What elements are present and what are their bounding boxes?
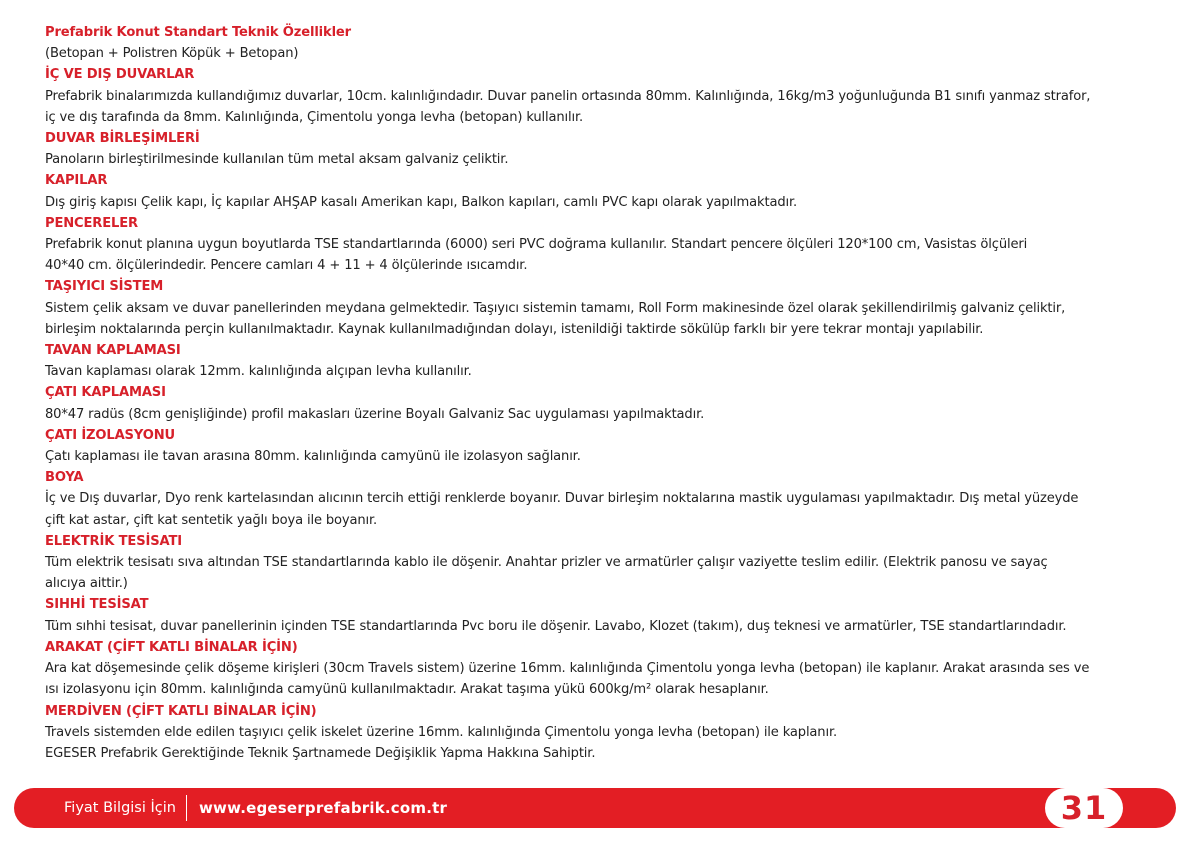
spec-document: [45, 22, 1155, 764]
section-text-line: Sistem çelik aksam ve duvar panellerinden meydana gelmektedir. Taşıyıcı sistemin tamamı, Roll Form makinesinde özel olarak şekillendirilmiş galvaniz çeliktir,: [45, 300, 1066, 316]
section-text-line: Panoların birleştirilmesinde kullanılan tüm metal aksam galvaniz çeliktir.: [45, 152, 509, 168]
section-text-line: birleşim noktalarında perçin kullanılmaktadır. Kaynak kullanılmadığından dolayı, istenildiği taktirde sökülüp farklı bir yere tekrar montajı yapılabilir.: [45, 321, 984, 337]
section-heading: MERDİVEN (ÇİFT KATLI BİNALAR İÇİN): [45, 703, 317, 719]
footer-divider: [186, 795, 187, 821]
section-arakat: [45, 637, 1155, 701]
section-cati-kaplamasi: [45, 382, 1155, 424]
section-text-line: İç ve Dış duvarlar, Dyo renk kartelasından alıcının tercih ettiği renklerde boyanır. Duvar birleşim noktalarına mastik uygulaması yapılmaktadır. Dış metal yüzeyde: [45, 491, 1079, 507]
section-text-line: Ara kat döşemesinde çelik döşeme kirişleri (30cm Travels sistem) üzerine 16mm. kalınlığında Çimentolu yonga levha (betopan) ile kaplanır. Arakat arasında ses ve: [45, 661, 1090, 677]
section-text-line: Tüm sıhhi tesisat, duvar panellerinin içinden TSE standartlarında Pvc boru ile döşenir. Lavabo, Klozet (takım), duş teknesi ve armatürler, TSE standartlarındadır.: [45, 618, 1067, 634]
section-heading: DUVAR BİRLEŞİMLERİ: [45, 131, 200, 147]
page-number: 31: [1060, 789, 1108, 827]
section-heading: PENCERELER: [45, 215, 138, 231]
section-heading: İÇ VE DIŞ DUVARLAR: [45, 67, 195, 83]
footer-label: Fiyat Bilgisi İçin: [64, 800, 176, 816]
section-heading: TAŞIYICI SİSTEM: [45, 279, 164, 295]
section-boya: [45, 467, 1155, 531]
section-merdiven: [45, 701, 1155, 765]
section-kapilar: [45, 170, 1155, 212]
section-elektrik-tesisati: [45, 531, 1155, 595]
document-subtitle: (Betopan + Polistren Köpük + Betopan): [45, 46, 299, 62]
section-duvar-birlesimleri: [45, 128, 1155, 170]
page-number-badge: [1045, 788, 1123, 828]
section-heading: KAPILAR: [45, 173, 108, 189]
section-text-line: Prefabrik binalarımızda kullandığımız duvarlar, 10cm. kalınlığındadır. Duvar panelin ortasında 80mm. Kalınlığında, 16kg/m3 yoğunluğunda B1 sınıfı yanmaz strafor,: [45, 88, 1091, 104]
section-text-line: çift kat astar, çift kat sentetik yağlı boya ile boyanır.: [45, 512, 378, 528]
document-title: Prefabrik Konut Standart Teknik Özellikler: [45, 25, 351, 40]
section-cati-izolasyonu: [45, 425, 1155, 467]
section-heading: ÇATI İZOLASYONU: [45, 427, 175, 443]
section-text-line: Tüm elektrik tesisatı sıva altından TSE standartlarında kablo ile döşenir. Anahtar prizler ve armatürler çalışır vaziyette teslim edilir. (Elektrik panosu ve sayaç: [45, 555, 1048, 571]
section-text-line: alıcıya aittir.): [45, 576, 128, 592]
section-sihhi-tesisat: [45, 594, 1155, 636]
section-ic-dis-duvarlar: [45, 64, 1155, 128]
website-link[interactable]: www.egeserprefabrik.com.tr: [198, 799, 448, 817]
section-heading: ÇATI KAPLAMASI: [45, 385, 166, 401]
section-text-line: Tavan kaplaması olarak 12mm. kalınlığında alçıpan levha kullanılır.: [45, 364, 472, 380]
section-text-line: iç ve dış tarafında da 8mm. Kalınlığında, Çimentolu yonga levha (betopan) kullanılır.: [45, 109, 584, 125]
section-text-line: Çatı kaplaması ile tavan arasına 80mm. kalınlığında camyünü ile izolasyon sağlanır.: [45, 449, 581, 465]
footer-contact: [64, 788, 447, 828]
section-text-line: Dış giriş kapısı Çelik kapı, İç kapılar AHŞAP kasalı Amerikan kapı, Balkon kapıları, camlı PVC kapı olarak yapılmaktadır.: [45, 194, 798, 210]
section-text-line: 40*40 cm. ölçülerindedir. Pencere camları 4 + 11 + 4 ölçülerinde ısıcamdır.: [45, 258, 528, 274]
section-tavan-kaplamasi: [45, 340, 1155, 382]
footer-bar: [14, 788, 1176, 828]
section-text-line: Travels sistemden elde edilen taşıyıcı çelik iskelet üzerine 16mm. kalınlığında Çimentolu yonga levha (betopan) ile kaplanır.: [45, 724, 837, 740]
section-text-line: ısı izolasyonu için 80mm. kalınlığında camyünü kullanılmaktadır. Arakat taşıma yükü 600kg/m² olarak hesaplanır.: [45, 682, 769, 698]
section-text-line: 80*47 radüs (8cm genişliğinde) profil makasları üzerine Boyalı Galvaniz Sac uygulaması yapılmaktadır.: [45, 406, 705, 422]
section-heading: SIHHİ TESİSAT: [45, 597, 149, 613]
section-pencereler: [45, 213, 1155, 277]
section-heading: ELEKTRİK TESİSATI: [45, 533, 182, 549]
section-tasiyici-sistem: [45, 276, 1155, 340]
section-text-line: EGESER Prefabrik Gerektiğinde Teknik Şartnamede Değişiklik Yapma Hakkına Sahiptir.: [45, 745, 596, 761]
section-heading: BOYA: [45, 470, 84, 486]
section-heading: ARAKAT (ÇİFT KATLI BİNALAR İÇİN): [45, 639, 298, 655]
section-heading: TAVAN KAPLAMASI: [45, 343, 181, 359]
section-text-line: Prefabrik konut planına uygun boyutlarda TSE standartlarında (6000) seri PVC doğrama kullanılır. Standart pencere ölçüleri 120*100 cm, Vasistas ölçüleri: [45, 237, 1028, 253]
